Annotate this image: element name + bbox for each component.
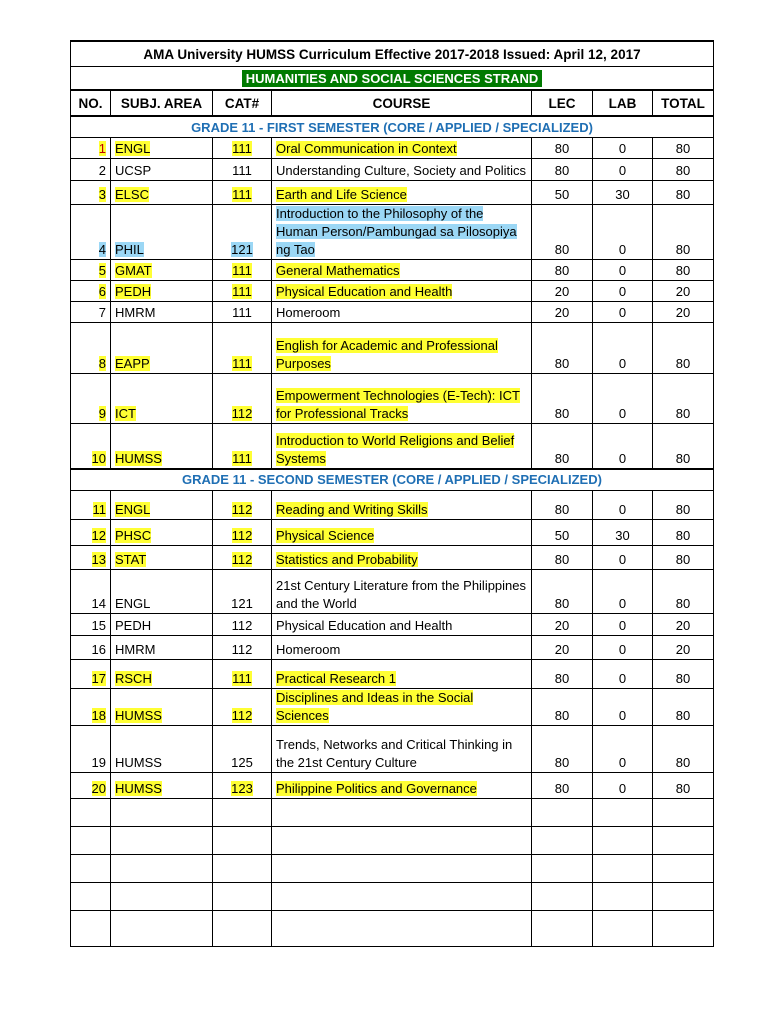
subject-area: PHSC xyxy=(115,527,152,543)
table-row xyxy=(71,772,714,798)
lecture-hours: 80 xyxy=(554,141,570,156)
table-row xyxy=(71,159,714,181)
catalog-number: 121 xyxy=(231,595,253,611)
lecture-hours: 80 xyxy=(554,263,570,278)
total-hours: 80 xyxy=(675,501,691,517)
table-row xyxy=(71,635,714,659)
course-title: Homeroom xyxy=(276,305,341,320)
lecture-hours: 80 xyxy=(554,356,570,371)
lab-hours: 30 xyxy=(615,527,630,543)
total-hours: 80 xyxy=(675,263,691,278)
lecture-hours: 80 xyxy=(554,707,570,723)
row-number: 13 xyxy=(91,551,106,567)
curriculum-table xyxy=(70,40,714,947)
lecture-hours: 80 xyxy=(554,242,570,257)
empty-cell xyxy=(71,854,111,882)
empty-cell xyxy=(111,910,213,946)
subject-area: EAPP xyxy=(115,356,150,371)
lecture-hours: 80 xyxy=(554,406,570,421)
header-lab: LAB xyxy=(593,90,653,116)
table-row xyxy=(71,545,714,569)
empty-cell xyxy=(653,826,714,854)
empty-cell xyxy=(653,854,714,882)
lab-hours: 0 xyxy=(618,707,627,723)
subject-area: RSCH xyxy=(115,670,152,686)
course-title: Physical Education and Health xyxy=(276,284,453,299)
total-hours: 80 xyxy=(675,780,691,796)
empty-cell xyxy=(593,882,653,910)
empty-cell xyxy=(532,882,593,910)
row-number: 12 xyxy=(91,527,106,543)
total-hours: 80 xyxy=(675,406,691,421)
empty-cell xyxy=(593,798,653,826)
lecture-hours: 80 xyxy=(554,670,570,686)
subject-area: HUMSS xyxy=(115,754,162,770)
total-hours: 20 xyxy=(675,641,691,657)
course-title: Homeroom xyxy=(276,641,341,657)
empty-cell xyxy=(532,910,593,946)
lab-hours: 0 xyxy=(618,501,627,517)
subject-area: ENGL xyxy=(115,501,151,517)
lecture-hours: 80 xyxy=(554,450,570,466)
lab-hours: 0 xyxy=(618,551,627,567)
empty-cell xyxy=(272,798,532,826)
total-hours: 80 xyxy=(675,754,691,770)
lecture-hours: 80 xyxy=(554,551,570,567)
empty-cell xyxy=(71,882,111,910)
total-hours: 80 xyxy=(675,356,691,371)
empty-row xyxy=(71,854,714,882)
empty-cell xyxy=(532,826,593,854)
course-title: Philippine Politics and Governance xyxy=(276,780,477,796)
empty-cell xyxy=(71,826,111,854)
row-number: 19 xyxy=(91,754,106,770)
total-hours: 20 xyxy=(675,617,691,633)
table-row xyxy=(71,688,714,725)
lab-hours: 0 xyxy=(618,670,627,686)
lab-hours: 0 xyxy=(618,141,627,156)
row-number: 5 xyxy=(98,263,106,278)
row-number: 7 xyxy=(98,305,106,320)
empty-cell xyxy=(111,882,213,910)
course-title: Empowerment Technologies (E-Tech): ICT for Professional Tracks xyxy=(276,388,520,421)
row-number: 11 xyxy=(92,501,106,517)
table-row xyxy=(71,181,714,205)
course-title: Disciplines and Ideas in the Social Sciences xyxy=(276,689,474,723)
lab-hours: 30 xyxy=(615,187,630,202)
empty-cell xyxy=(272,882,532,910)
row-number: 17 xyxy=(91,670,106,686)
catalog-number: 121 xyxy=(231,242,253,257)
total-hours: 20 xyxy=(675,305,691,320)
subject-area: PEDH xyxy=(115,617,152,633)
row-number: 4 xyxy=(98,242,106,257)
total-hours: 80 xyxy=(675,450,691,466)
course-title: English for Academic and Professional Purposes xyxy=(276,338,498,371)
row-number: 6 xyxy=(98,284,106,299)
catalog-number: 125 xyxy=(231,754,253,770)
strand-row xyxy=(71,67,714,91)
empty-cell xyxy=(272,826,532,854)
subject-area: HMRM xyxy=(115,305,156,320)
empty-cell xyxy=(272,854,532,882)
semester-header-row xyxy=(71,469,714,491)
header-cat: CAT# xyxy=(213,90,272,116)
lecture-hours: 80 xyxy=(554,780,570,796)
empty-cell xyxy=(272,910,532,946)
lab-hours: 0 xyxy=(618,595,627,611)
catalog-number: 123 xyxy=(231,780,253,796)
lab-hours: 0 xyxy=(618,617,627,633)
catalog-number: 111 xyxy=(232,450,252,466)
catalog-number: 111 xyxy=(232,284,252,299)
semester-header-row xyxy=(71,116,714,138)
lecture-hours: 20 xyxy=(554,617,570,633)
row-number: 8 xyxy=(98,356,106,371)
lab-hours: 0 xyxy=(618,263,627,278)
lab-hours: 0 xyxy=(618,356,627,371)
lab-hours: 0 xyxy=(618,163,627,178)
total-hours: 80 xyxy=(675,551,691,567)
empty-cell xyxy=(653,910,714,946)
table-row xyxy=(71,260,714,281)
empty-row xyxy=(71,882,714,910)
row-number: 1 xyxy=(98,141,106,156)
empty-cell xyxy=(653,882,714,910)
course-title: Understanding Culture, Society and Politics xyxy=(276,163,527,178)
lecture-hours: 80 xyxy=(554,754,570,770)
semester-label: GRADE 11 - SECOND SEMESTER (CORE / APPLIED / SPECIALIZED) xyxy=(71,469,714,491)
subject-area: HUMSS xyxy=(115,450,162,466)
empty-cell xyxy=(593,854,653,882)
lecture-hours: 20 xyxy=(554,284,570,299)
course-title: Trends, Networks and Critical Thinking in the 21st Century Culture xyxy=(276,736,513,770)
header-subject-area: SUBJ. AREA xyxy=(111,90,213,116)
table-row xyxy=(71,725,714,772)
subject-area: PEDH xyxy=(115,284,152,299)
table-row xyxy=(71,323,714,374)
catalog-number: 112 xyxy=(231,551,253,567)
course-title: Statistics and Probability xyxy=(276,551,418,567)
course-title: Oral Communication in Context xyxy=(276,141,457,156)
table-row xyxy=(71,659,714,688)
empty-cell xyxy=(71,910,111,946)
course-title: Reading and Writing Skills xyxy=(276,501,428,517)
total-hours: 80 xyxy=(675,707,691,723)
total-hours: 80 xyxy=(675,187,691,202)
catalog-number: 111 xyxy=(232,670,252,686)
empty-cell xyxy=(111,798,213,826)
empty-cell xyxy=(213,826,272,854)
subject-area: ICT xyxy=(115,406,136,421)
lecture-hours: 50 xyxy=(554,527,570,543)
title-row xyxy=(71,41,714,67)
row-number: 18 xyxy=(91,707,106,723)
empty-row xyxy=(71,826,714,854)
subject-area: STAT xyxy=(115,551,147,567)
table-row xyxy=(71,569,714,613)
course-title: Practical Research 1 xyxy=(276,670,396,686)
empty-cell xyxy=(213,854,272,882)
row-number: 10 xyxy=(91,450,106,466)
catalog-number: 112 xyxy=(231,707,253,723)
row-number: 9 xyxy=(98,406,106,421)
subject-area: UCSP xyxy=(115,163,152,178)
course-title: General Mathematics xyxy=(276,263,400,278)
subject-area: ELSC xyxy=(115,187,149,202)
table-row xyxy=(71,205,714,260)
row-number: 20 xyxy=(91,780,106,796)
subject-area: PHIL xyxy=(115,242,144,257)
total-hours: 80 xyxy=(675,242,691,257)
course-title: Physical Science xyxy=(276,527,375,543)
table-row xyxy=(71,302,714,323)
header-total: TOTAL xyxy=(653,90,714,116)
document-title: AMA University HUMSS Curriculum Effective 2017-2018 Issued: April 12, 2017 xyxy=(71,41,714,67)
subject-area: HUMSS xyxy=(115,707,162,723)
row-number: 16 xyxy=(91,641,106,657)
course-title: Physical Education and Health xyxy=(276,617,453,633)
header-lec: LEC xyxy=(532,90,593,116)
empty-cell xyxy=(213,910,272,946)
header-row xyxy=(71,90,714,116)
lecture-hours: 80 xyxy=(554,501,570,517)
lecture-hours: 80 xyxy=(554,595,570,611)
catalog-number: 111 xyxy=(232,187,252,202)
catalog-number: 111 xyxy=(232,163,252,178)
course-title: 21st Century Literature from the Philippines and the World xyxy=(276,577,527,611)
subject-area: GMAT xyxy=(115,263,152,278)
lab-hours: 0 xyxy=(618,450,627,466)
empty-cell xyxy=(653,798,714,826)
row-number: 3 xyxy=(98,187,106,202)
empty-cell xyxy=(532,798,593,826)
catalog-number: 112 xyxy=(231,501,253,517)
lab-hours: 0 xyxy=(618,305,627,320)
total-hours: 80 xyxy=(675,670,691,686)
total-hours: 20 xyxy=(675,284,691,299)
table-row xyxy=(71,138,714,159)
lab-hours: 0 xyxy=(618,284,627,299)
empty-row xyxy=(71,798,714,826)
empty-cell xyxy=(71,798,111,826)
catalog-number: 112 xyxy=(231,617,253,633)
course-title: Earth and Life Science xyxy=(276,187,407,202)
table-row xyxy=(71,374,714,424)
lab-hours: 0 xyxy=(618,780,627,796)
subject-area: ENGL xyxy=(115,141,151,156)
row-number: 15 xyxy=(91,617,106,633)
total-hours: 80 xyxy=(675,141,691,156)
subject-area: ENGL xyxy=(115,595,151,611)
total-hours: 80 xyxy=(675,527,691,543)
empty-cell xyxy=(532,854,593,882)
catalog-number: 111 xyxy=(232,141,252,156)
row-number: 14 xyxy=(91,595,106,611)
catalog-number: 111 xyxy=(232,263,252,278)
strand-label: HUMANITIES AND SOCIAL SCIENCES STRAND xyxy=(242,70,543,87)
table-row xyxy=(71,519,714,545)
lab-hours: 0 xyxy=(618,242,627,257)
course-title: Introduction to the Philosophy of the Human Person/Pambungad sa Pilosopiya ng Tao xyxy=(276,206,517,257)
subject-area: HUMSS xyxy=(115,780,162,796)
empty-cell xyxy=(213,882,272,910)
catalog-number: 112 xyxy=(231,527,253,543)
empty-cell xyxy=(213,798,272,826)
lecture-hours: 80 xyxy=(554,163,570,178)
catalog-number: 111 xyxy=(232,356,252,371)
row-number: 2 xyxy=(98,163,106,178)
empty-cell xyxy=(111,854,213,882)
subject-area: HMRM xyxy=(115,641,156,657)
empty-cell xyxy=(593,910,653,946)
header-course: COURSE xyxy=(272,90,532,116)
catalog-number: 112 xyxy=(231,641,253,657)
table-row xyxy=(71,281,714,302)
empty-cell xyxy=(111,826,213,854)
course-title: Introduction to World Religions and Belief Systems xyxy=(276,432,515,466)
table-row xyxy=(71,424,714,469)
catalog-number: 111 xyxy=(232,305,252,320)
table-row xyxy=(71,490,714,519)
empty-cell xyxy=(593,826,653,854)
catalog-number: 112 xyxy=(231,406,253,421)
lecture-hours: 20 xyxy=(554,641,570,657)
table-row xyxy=(71,613,714,635)
header-no: NO. xyxy=(71,90,111,116)
lecture-hours: 20 xyxy=(554,305,570,320)
lab-hours: 0 xyxy=(618,754,627,770)
total-hours: 80 xyxy=(675,595,691,611)
lab-hours: 0 xyxy=(618,641,627,657)
lab-hours: 0 xyxy=(618,406,627,421)
lecture-hours: 50 xyxy=(554,187,570,202)
empty-row xyxy=(71,910,714,946)
total-hours: 80 xyxy=(675,163,691,178)
semester-label: GRADE 11 - FIRST SEMESTER (CORE / APPLIED / SPECIALIZED) xyxy=(71,116,714,138)
